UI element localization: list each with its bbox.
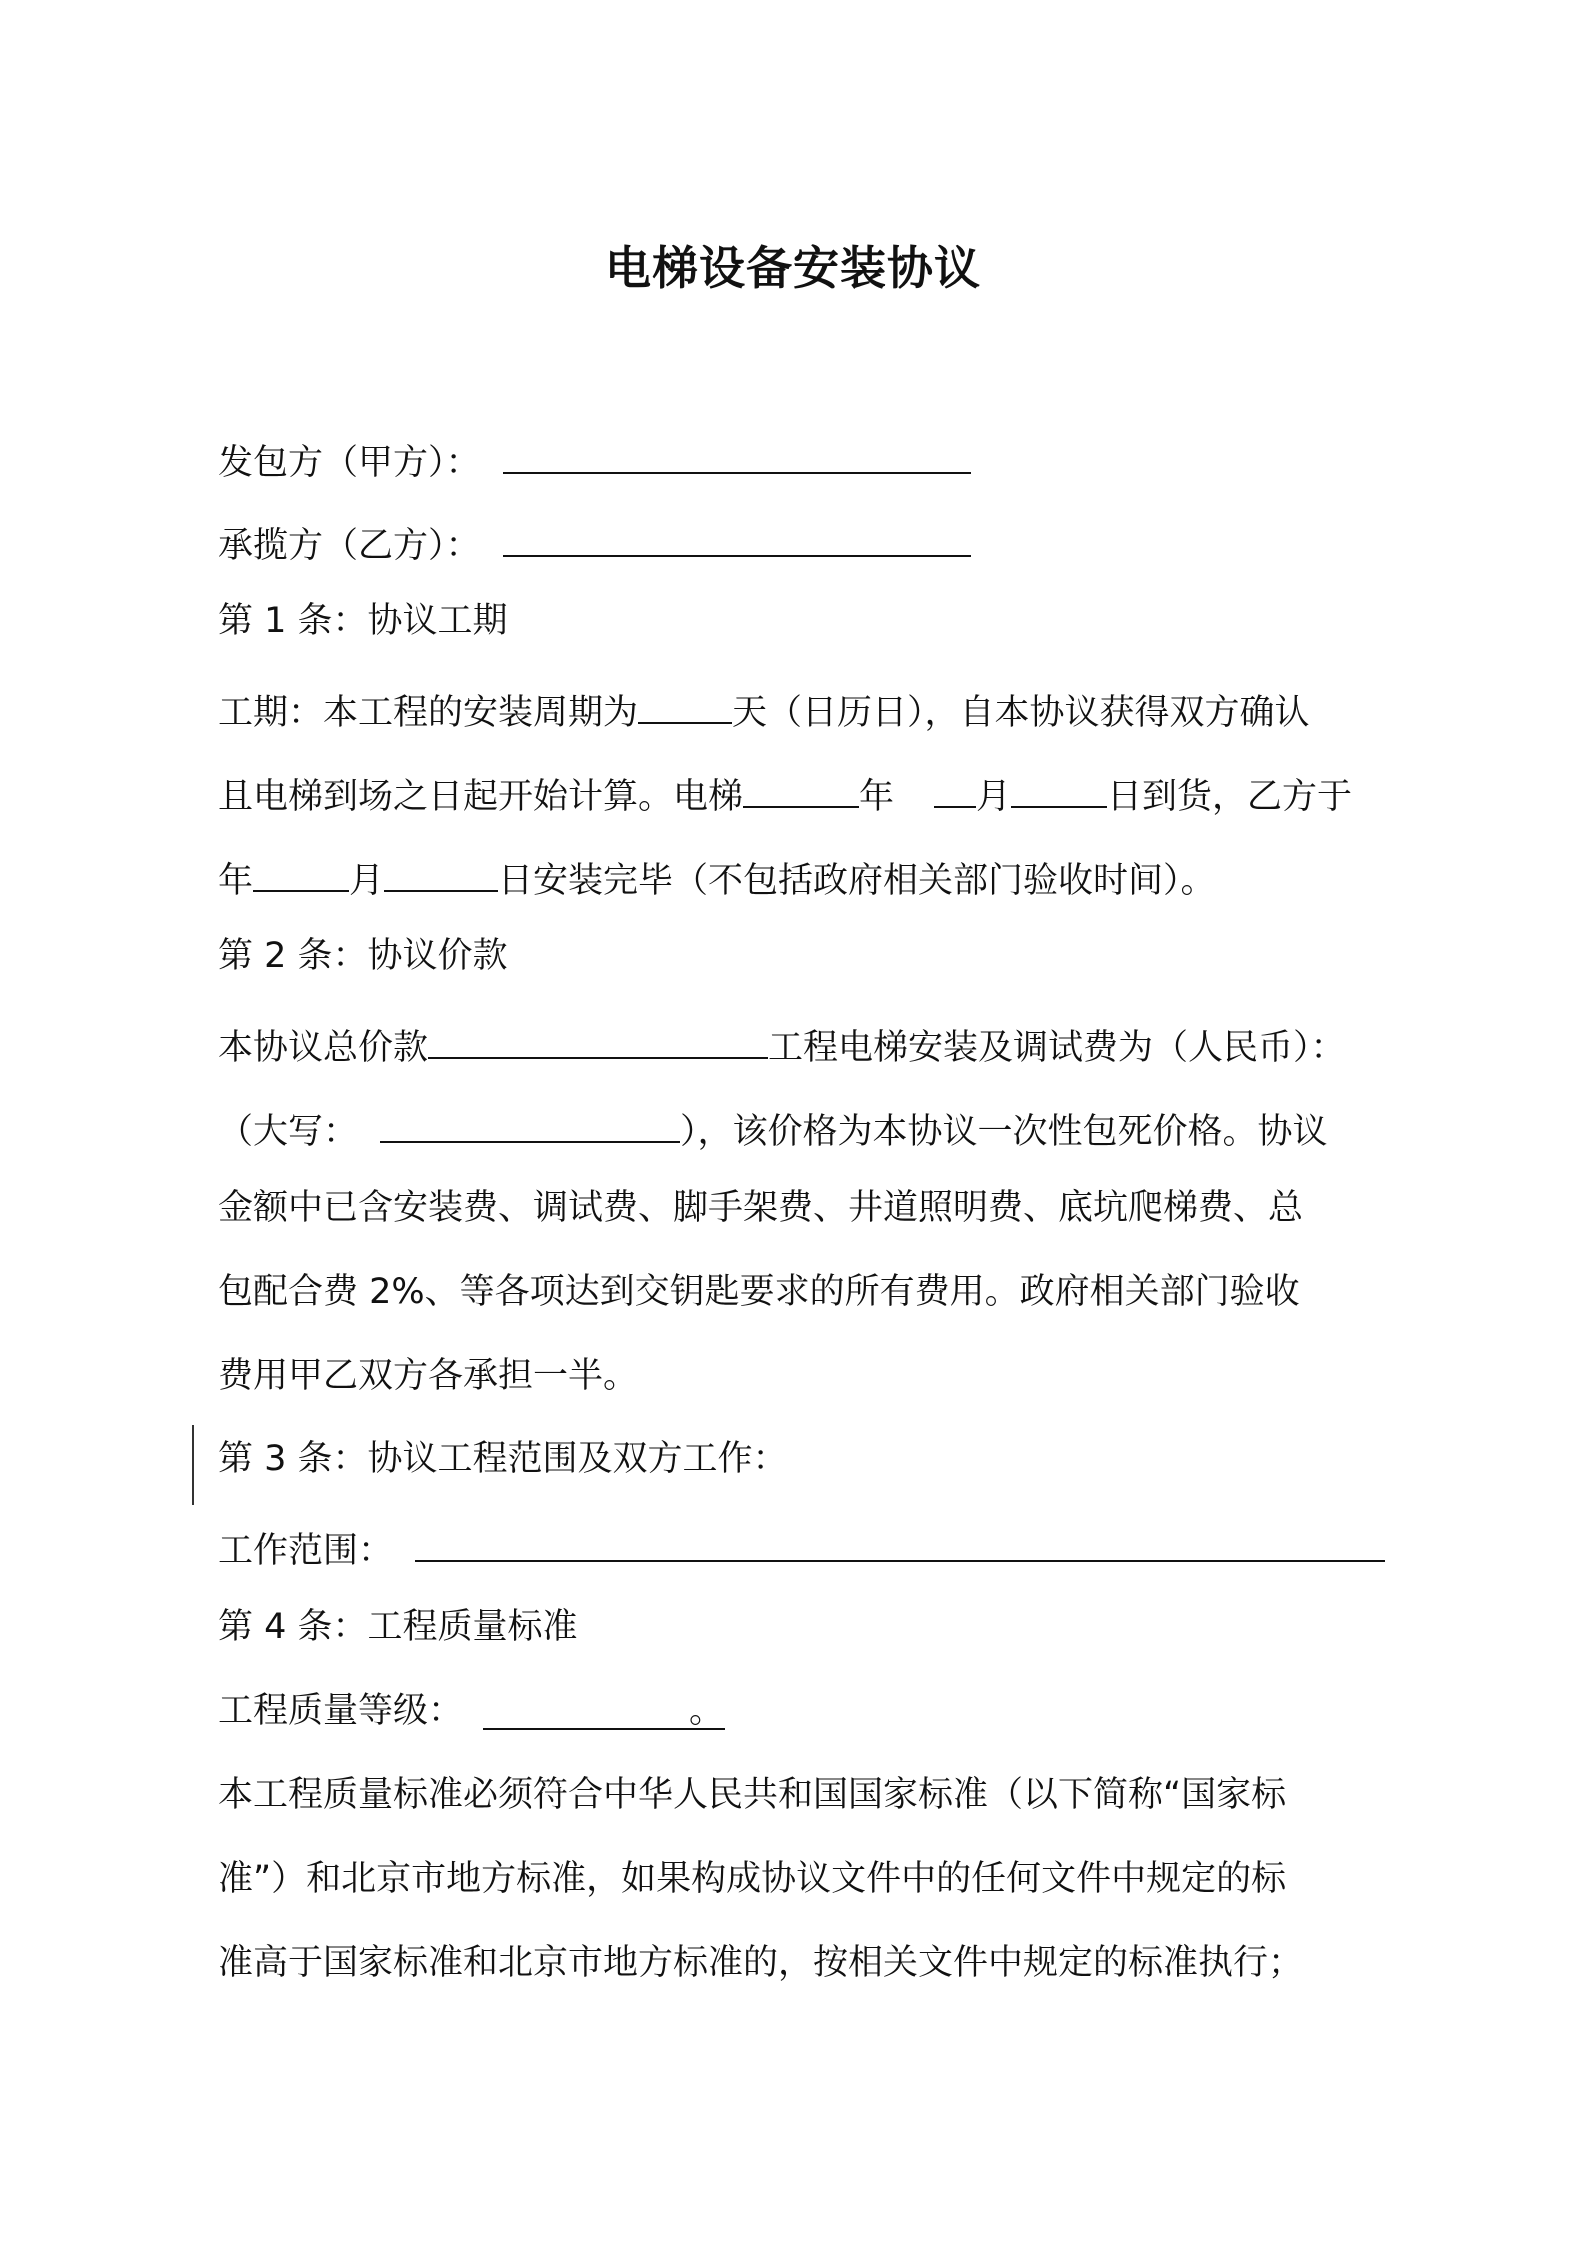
party-a-line [218,432,1378,486]
total-price-blank [428,1017,768,1059]
article-1-text-line-3: 年 月 日安装完毕（不包括政府相关部门验收时间）。 [218,850,1378,904]
duration-days-blank [638,682,732,724]
article-3-heading: 第 3 条：协议工程范围及双方工作： [218,1439,788,1479]
party-b-blank [503,515,971,557]
article-2-text-line-4: 包配合费 2%、等各项达到交钥匙要求的所有费用。政府相关部门验收 [218,1272,1300,1312]
price-in-words-blank [380,1101,680,1143]
article-2-text-line-2: （大写： ），该价格为本协议一次性包死价格。协议 [218,1101,1378,1155]
party-a-blank [503,432,971,474]
margin-mark [192,1425,194,1505]
article-1-text-line-1: 工期：本工程的安装周期为 天（日历日），自本协议获得双方确认 [218,682,1378,736]
quality-grade-line: 工程质量等级： 。 [218,1688,1378,1734]
article-4-text-line-3: 准高于国家标准和北京市地方标准的，按相关文件中规定的标准执行； [218,1943,1304,1983]
work-scope-blank [415,1520,1385,1562]
completion-month-blank [253,850,349,892]
arrival-day-blank [1011,766,1107,808]
article-4-text-line-1: 本工程质量标准必须符合中华人民共和国国家标准（以下简称“国家标 [218,1775,1287,1815]
article-2-text-line-1: 本协议总价款 工程电梯安装及调试费为（人民币）： [218,1017,1378,1071]
article-2-heading: 第 2 条：协议价款 [218,936,508,976]
article-4-text-line-2: 准”）和北京市地方标准，如果构成协议文件中的任何文件中规定的标 [218,1859,1287,1899]
article-2-text-line-5: 费用甲乙双方各承担一半。 [218,1356,639,1396]
page-title: 电梯设备安装协议 [605,241,981,295]
article-1-heading: 第 1 条：协议工期 [218,601,508,641]
article-2-text-line-3: 金额中已含安装费、调试费、脚手架费、井道照明费、底坑爬梯费、总 [218,1188,1304,1228]
article-4-heading: 第 4 条：工程质量标准 [218,1607,578,1647]
quality-grade-blank: 。 [483,1688,725,1730]
completion-day-blank [384,850,498,892]
party-b-line [218,515,1378,569]
arrival-month-blank [934,766,976,808]
arrival-year-blank [743,766,859,808]
article-1-text-line-2: 且电梯到场之日起开始计算。电梯 年 月 日到货，乙方于 [218,766,1378,820]
party-a-label: 发包方（甲方）： [218,443,481,483]
party-b-label: 承揽方（乙方）： [218,526,481,566]
work-scope-line: 工作范围： [218,1520,1378,1574]
